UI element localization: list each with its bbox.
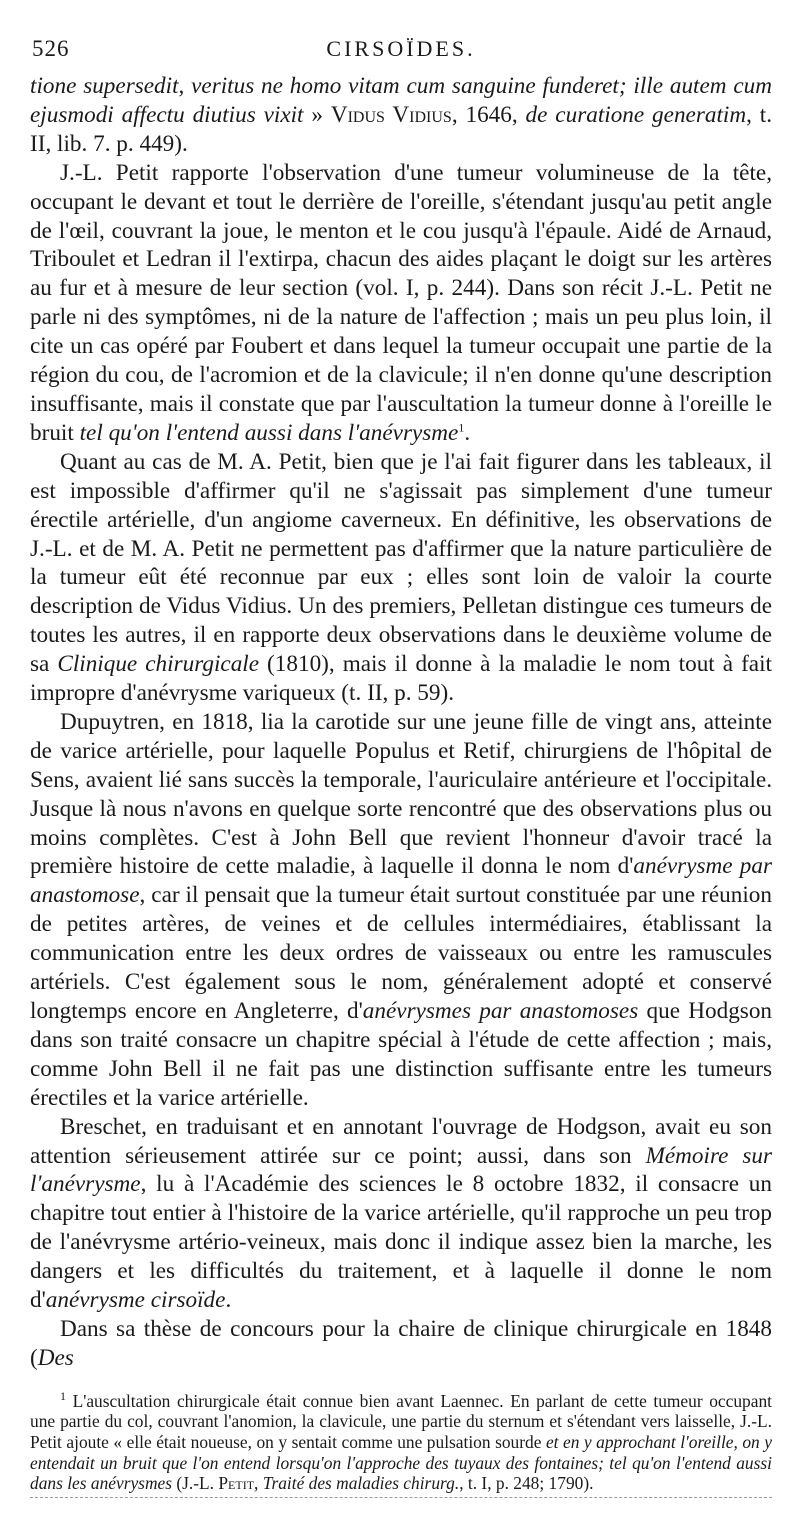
italic-title: Des (37, 1344, 74, 1371)
citation-title: de curatione generatim (525, 101, 747, 128)
paragraph-text: . (464, 419, 471, 446)
paragraph-text: Dupuytren, en 1818, lia la carotide sur une jeune fille de vingt ans, atteinte de varice artérielle, pour laquelle Populus et Retif, chirurgiens de l'hôpital de Sens, avaient lié sans succès la temporale, l'auriculaire antérieure et l'occipitale. Jusque là nous n'avons en quelque sorte rencontré que des observations plus ou moins complètes. C'est à John Bell que revient l'honneur d'avoir tracé la première histoire de cette maladie, à laquelle il donna le nom d' (30, 708, 772, 880)
bottom-dashed-rule (30, 1497, 772, 1498)
paragraph-latin-quote (30, 72, 772, 159)
paragraph-text: J.-L. Petit rapporte l'observation d'une tumeur volumineuse de la tête, occupant le devant et tout le derrière de l'oreille, s'étendant jusqu'au petit angle de l'œil, couvrant la joue, le menton et le cou jusqu'à l'épaule. Aidé de Arnaud, Triboulet et Ledran il l'extirpa, chacun des aides plaçant le doigt sur les artères au fur et à mesure de leur section (vol. I, p. 244). Dans son récit J.-L. Petit ne parle ni des symptômes, ni de la nature de l'affection ; mais un peu plus loin, il cite un cas opéré par Foubert et dans lequel la tumeur occupait une partie de la région du cou, de l'acromion et de la clavicule; il n'en donne qu'une description insuffisante, mais il constate que par l'auscultation la tumeur donne à l'oreille le bruit (30, 159, 772, 446)
paragraph-a-petit (30, 448, 772, 708)
author-name: Vidus Vidius (330, 101, 452, 128)
running-title: CIRSOÏDES. (326, 36, 476, 61)
paragraph-text: Breschet, en traduisant et en annotant l'ouvrage de Hodgson, avait eu son attention sérieusement attirée sur ce point; aussi, dans son (30, 1113, 772, 1169)
paragraph-text: , car il pensait que la tumeur était surtout constituée par une réunion de petites artères, de veines et de cellules intermédiaires, établissant la communication entre les deux ordres de vaisseaux ou entre les ramuscules artériels. C'est également sous le nom, généralement adopté et conservé longtemps encore en Angleterre, d' (30, 882, 772, 1024)
footnote-author: J.-L. Petit (182, 1473, 255, 1494)
footnote-text: , t. I, p. 248; 1790). (459, 1473, 594, 1494)
page-number: 526 (32, 36, 70, 61)
footnote-text: , (254, 1473, 263, 1494)
italic-term: anévrysme cirsoïde (45, 1287, 226, 1314)
book-page (30, 36, 772, 1494)
italic-title: Mémoire sur l'anévrysme (30, 1142, 772, 1198)
footnote-text: L'auscultation chirurgicale était connue bien avant Laennec. En parlant de cette tumeur occupant une partie du col, couvrant l'anomion, la clavicule, une partie du sternum et s'étendant vers laisselle, J.-L. Petit ajoute « elle était noueuse, on y sentait comme une pulsation sourde (30, 1390, 772, 1452)
footnote-title: Traité des maladies chirurg. (262, 1473, 460, 1494)
latin-quote-text: tione supersedit, veritus ne homo vitam cum sanguine funderet; ille autem cum ejusmodi affectu diutius vixit (30, 73, 772, 128)
paragraph-text: (1810), mais il donne à la maladie le nom tout à fait impropre d'anévrysme variqueux (t. II, p. 59). (30, 651, 772, 707)
footnote-text: ( (172, 1473, 183, 1494)
citation-year: , 1646, (451, 101, 526, 128)
italic-term: anévrysmes par anastomoses (362, 998, 639, 1024)
page-header (30, 36, 772, 72)
footnote-italic: et en y approchant l'oreille, on y entendait un bruit que l'on entend lorsqu'on l'approche des tuyaux des fontaines; tel qu'on l'entend aussi dans les anévrysmes (30, 1431, 772, 1494)
footnote-marker: 1 (60, 1388, 66, 1403)
italic-term: anévrysme par anastomose (30, 853, 773, 909)
paragraph-text: Dans sa thèse de concours pour la chaire de clinique chirurgicale en 1848 ( (30, 1315, 772, 1371)
paragraph-text: Quant au cas de M. A. Petit, bien que je l'ai fait figurer dans les tableaux, il est impossible d'affirmer qu'il ne s'agissait pas simplement d'une tumeur érectile artérielle, d'un angiome caverneux. En définitive, les observations de J.-L. et de M. A. Petit ne permettent pas d'affirmer que la nature particulière de la tumeur eût été reconnue par eux ; elles sont loin de valoir la courte description de Vidus Vidius. Un des premiers, Pelletan distingue ces tumeurs de toutes les autres, il en rapporte deux observations dans le deuxième volume de sa (30, 448, 772, 678)
paragraph-breschet (30, 1113, 772, 1315)
paragraph-text: . (225, 1287, 232, 1314)
paragraph-these (30, 1315, 772, 1373)
footnote (30, 1388, 772, 1494)
paragraph-text: que Hodgson dans son traité consacre un chapitre spécial à l'étude de cette affection ; mais, comme John Bell il ne fait pas une distinction suffisante entre les tumeurs érectiles et la varice artérielle. (30, 998, 773, 1111)
body-text (30, 72, 772, 1373)
paragraph-text: , lu à l'Académie des sciences le 8 octobre 1832, il consacre un chapitre tout entier à l'histoire de la varice artérielle, qu'il rapproche un peu trop de l'anévrysme artério-veineux, mais donc il indique assez bien la marche, les dangers et les difficultés du traitement, et à laquelle il donne le nom d' (30, 1171, 772, 1314)
quote-close: » (303, 101, 331, 128)
paragraph-petit (30, 159, 772, 448)
footnote-reference: 1 (458, 420, 465, 435)
italic-phrase: tel qu'on l'entend aussi dans l'anévrysme (79, 419, 459, 446)
citation-ref: , t. II, lib. 7. p. 449). (30, 101, 772, 157)
footnote-paragraph (30, 1388, 772, 1494)
italic-title: Clinique chirurgicale (57, 651, 260, 678)
paragraph-dupuytren (30, 708, 772, 1113)
